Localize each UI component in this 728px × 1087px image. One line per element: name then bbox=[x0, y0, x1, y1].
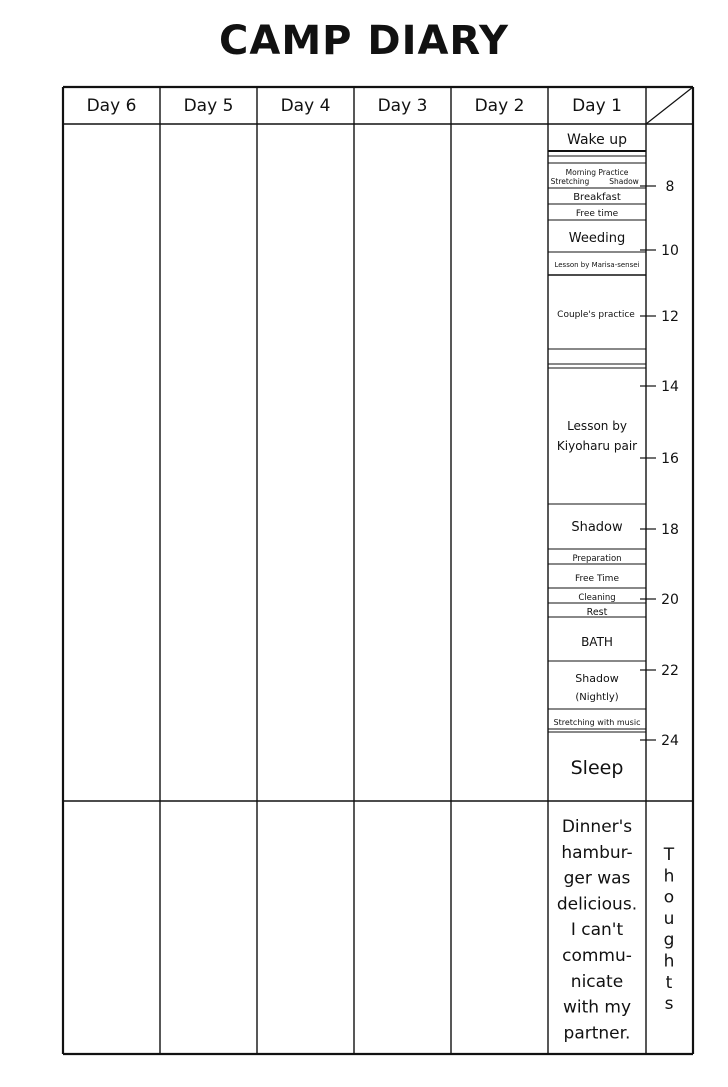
hour-label: 14 bbox=[661, 379, 679, 395]
hour-label: 22 bbox=[661, 663, 679, 679]
thoughts-line: partner. bbox=[563, 1023, 631, 1044]
hour-label: 24 bbox=[661, 733, 679, 749]
day-header: Day 5 bbox=[183, 96, 234, 116]
schedule-entry: Lesson by bbox=[567, 419, 627, 433]
schedule-entry: Cleaning bbox=[578, 593, 616, 603]
schedule-entry: Breakfast bbox=[573, 192, 621, 203]
thoughts-line: with my bbox=[562, 997, 632, 1018]
schedule-entry: Free time bbox=[575, 209, 619, 219]
day-header: Day 2 bbox=[474, 96, 525, 116]
schedule-entry: Shadow bbox=[609, 177, 639, 186]
schedule-entry: Sleep bbox=[570, 757, 624, 779]
schedule-entry: Kiyoharu pair bbox=[556, 439, 638, 453]
schedule-entry: BATH bbox=[581, 635, 613, 649]
thoughts-line: nicate bbox=[570, 971, 624, 992]
schedule-labels bbox=[551, 132, 641, 779]
day-header: Day 1 bbox=[572, 96, 622, 116]
hour-label: 12 bbox=[661, 309, 679, 325]
schedule-entry: Free Time bbox=[575, 574, 619, 584]
thoughts-line: commu- bbox=[562, 946, 632, 966]
hour-label: 8 bbox=[665, 179, 675, 195]
thoughts-label-letter: t bbox=[665, 972, 673, 993]
hour-label: 18 bbox=[661, 522, 679, 538]
schedule-entry: Shadow bbox=[575, 672, 619, 685]
thoughts-label-letter: s bbox=[664, 994, 674, 1015]
hour-label: 10 bbox=[661, 243, 679, 259]
schedule-entry: Stretching bbox=[550, 177, 590, 186]
thoughts-line: hambur- bbox=[561, 842, 633, 863]
page-title: CAMP DIARY bbox=[219, 18, 509, 64]
schedule-entry: Weeding bbox=[568, 231, 626, 246]
schedule-entry: Shadow bbox=[571, 520, 623, 535]
thoughts-label-letter: u bbox=[663, 908, 675, 929]
header-diagonal bbox=[646, 87, 693, 124]
thoughts-section bbox=[557, 817, 675, 1043]
schedule-entry: Lesson by Marisa-sensei bbox=[554, 261, 640, 269]
thoughts-label-letter: g bbox=[663, 930, 675, 951]
thoughts-label-letter: o bbox=[663, 887, 675, 908]
day-header: Day 6 bbox=[86, 96, 137, 116]
thoughts-label-letter: T bbox=[663, 845, 675, 865]
schedule-entry: Wake up bbox=[567, 132, 627, 148]
thoughts-label-letter: h bbox=[663, 866, 675, 887]
schedule-entry: Rest bbox=[586, 607, 608, 618]
schedule-entry: Preparation bbox=[572, 554, 622, 564]
schedule-entry: Stretching with music bbox=[553, 718, 641, 727]
thoughts-line: I can't bbox=[570, 920, 624, 941]
day-header: Day 3 bbox=[377, 96, 428, 116]
thoughts-line: ger was bbox=[563, 868, 631, 889]
thoughts-line: delicious. bbox=[556, 894, 638, 915]
schedule-entry: (Nightly) bbox=[575, 692, 619, 703]
thoughts-line: Dinner's bbox=[561, 817, 633, 837]
schedule-entry: Couple's practice bbox=[557, 310, 635, 320]
thoughts-label-letter: h bbox=[663, 951, 675, 972]
schedule-entry: Morning Practice bbox=[565, 168, 629, 177]
day-header: Day 4 bbox=[280, 96, 331, 116]
hour-label: 20 bbox=[661, 592, 679, 608]
hour-label: 16 bbox=[661, 451, 679, 467]
